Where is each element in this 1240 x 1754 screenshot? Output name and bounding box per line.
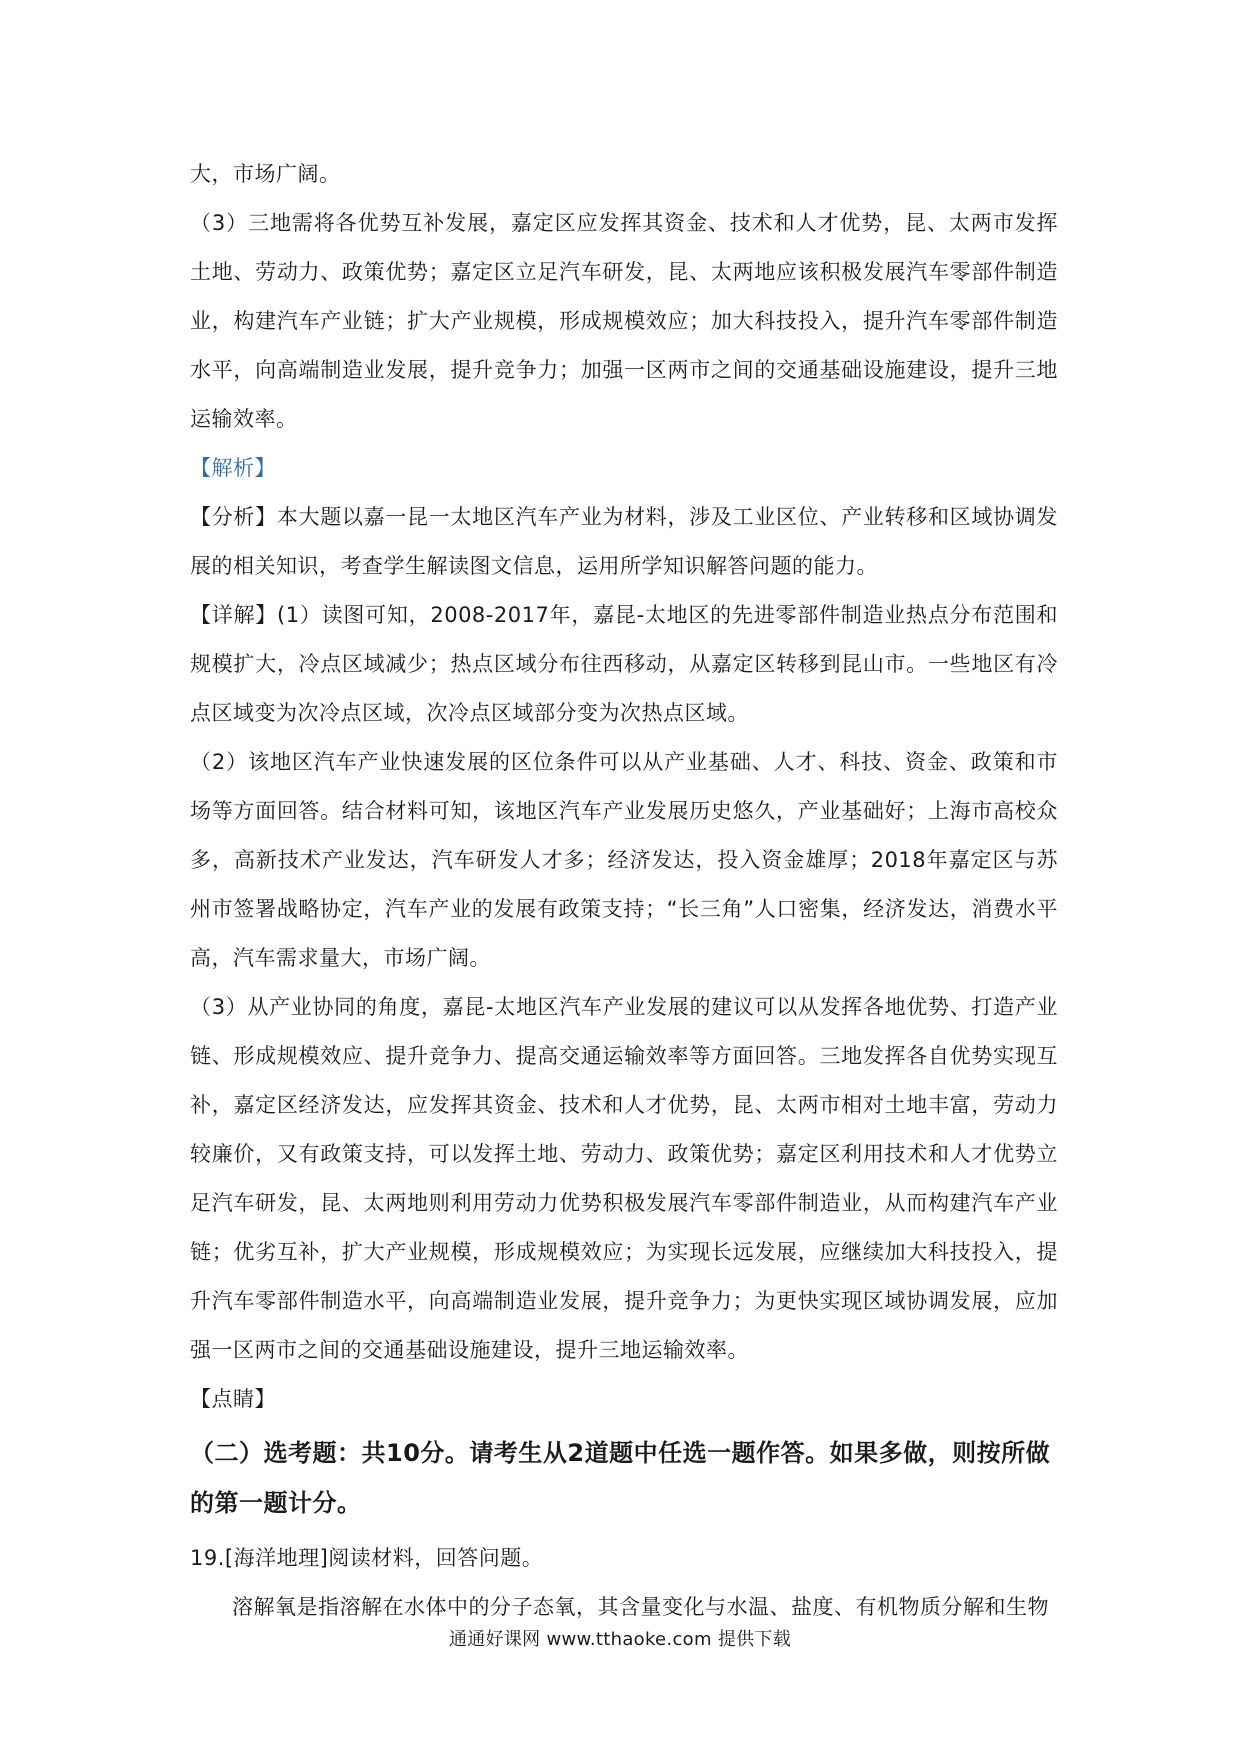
question-19: 19.[海洋地理]阅读材料，回答问题。 xyxy=(190,1546,544,1570)
detail-part-1: 【详解】(1）读图可知，2008-2017年，嘉昆-太地区的先进零部件制造业热点分布范围和规模扩大，冷点区域减少；热点区域分布往西移动，从嘉定区转移到昆山市。一些地区有冷点区域变为次冷点区域，次冷点区域部分变为次热点区域。 xyxy=(190,603,1058,725)
detail-part-3: （3）从产业协同的角度，嘉昆-太地区汽车产业发展的建议可以从发挥各地优势、打造产业链、形成规模效应、提升竞争力、提高交通运输效率等方面回答。三地发挥各自优势实现互补，嘉定区经济发达，应发挥其资金、技术和人才优势，昆、太两市相对土地丰富，劳动力较廉价，又有政策支持，可以发挥土地、劳动力、政策优势；嘉定区利用技术和人才优势立足汽车研发，昆、太两地则利用劳动力优势积极发展汽车零部件制造业，从而构建汽车产业链；优劣互补，扩大产业规模，形成规模效应；为实现长远发展，应继续加大科技投入，提升汽车零部件制造水平，向高端制造业发展，提升竞争力；为更快实现区域协调发展，应加强一区两市之间的交通基础设施建设，提升三地运输效率。 xyxy=(190,995,1058,1362)
detail-part-2: （2）该地区汽车产业快速发展的区位条件可以从产业基础、人才、科技、资金、政策和市场等方面回答。结合材料可知，该地区汽车产业发展历史悠久，产业基础好；上海市高校众多，高新技术产业发达，汽车研发人才多；经济发达，投入资金雄厚；2018年嘉定区与苏州市签署战略协定，汽车产业的发展有政策支持；“长三角”人口密集，经济发达，消费水平高，汽车需求量大，市场广阔。 xyxy=(190,750,1058,970)
page-footer: 通通好课网 www.tthaoke.com 提供下载 xyxy=(448,1629,792,1650)
answer-part-3: （3）三地需将各优势互补发展，嘉定区应发挥其资金、技术和人才优势，昆、太两市发挥土地、劳动力、政策优势；嘉定区立足汽车研发，昆、太两地应该积极发展汽车零部件制造业，构建汽车产业链；扩大产业规模，形成规模效应；加大科技投入，提升汽车零部件制造水平，向高端制造业发展，提升竞争力；加强一区两市之间的交通基础设施建设，提升三地运输效率。 xyxy=(190,211,1058,431)
section-heading: （二）选考题：共10分。请考生从2道题中任选一题作答。如果多做，则按所做的第一题计分。 xyxy=(190,1439,1051,1517)
analysis-tag: 【解析】 xyxy=(190,456,276,480)
answer-continuation: 大，市场广阔。 xyxy=(190,162,341,186)
question-material: 溶解氧是指溶解在水体中的分子态氧，其含量变化与水温、盐度、有机物质分解和生物 xyxy=(232,1595,1049,1619)
analysis-paragraph: 【分析】本大题以嘉一昆一太地区汽车产业为材料，涉及工业区位、产业转移和区域协调发展的相关知识，考查学生解读图文信息，运用所学知识解答问题的能力。 xyxy=(190,505,1058,578)
highlight-tag: 【点睛】 xyxy=(190,1387,276,1411)
document-body xyxy=(190,150,1058,1632)
